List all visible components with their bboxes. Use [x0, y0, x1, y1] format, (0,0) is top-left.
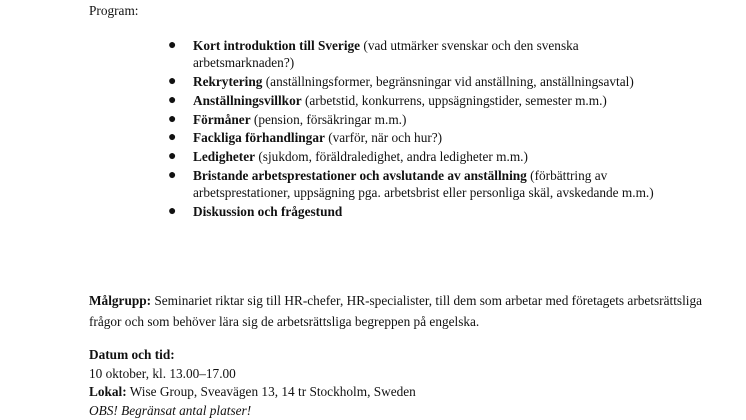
agenda-item-title: Förmåner [193, 111, 251, 127]
agenda-item [166, 167, 666, 201]
bullet-icon: ● [168, 203, 177, 219]
schedule-label: Datum och tid: [89, 347, 175, 362]
program-label: Program: [89, 3, 139, 18]
agenda-item [166, 73, 666, 90]
agenda-item-detail: (vad utmärker svenskar och den svenska arbetsmarknaden?) [193, 38, 579, 71]
target-audience-paragraph [89, 290, 709, 332]
agenda-item [166, 111, 666, 128]
bullet-icon: ● [168, 149, 177, 165]
agenda-item-detail: (varför, när och hur?) [324, 130, 443, 146]
event-details [89, 346, 709, 420]
agenda-item [166, 203, 666, 220]
agenda-item-title: Fackliga förhandlingar [193, 130, 325, 146]
agenda-item-title: Ledigheter [193, 149, 256, 165]
agenda-list [166, 37, 666, 222]
limited-seats-notice: OBS! Begränsat antal platser! [89, 402, 252, 418]
agenda-item-title: Bristande arbetsprestationer och avslutande av anställning [193, 167, 527, 183]
agenda-item-detail: (pension, försäkringar m.m.) [250, 111, 407, 127]
agenda-item-detail: (förbättring av arbetsprestationer, uppsägning pga. arbetsbrist eller personliga skäl, avskedande m.m.) [193, 167, 654, 201]
bullet-icon: ● [168, 167, 177, 183]
location-value: Wise Group, Sveavägen 13, 14 tr Stockholm, Sweden [126, 384, 416, 400]
bullet-icon: ● [168, 38, 177, 53]
bullet-icon: ● [168, 111, 177, 127]
agenda-item-detail: (anställningsformer, begränsningar vid anställning, anställningsavtal) [262, 74, 634, 89]
target-audience-label: Målgrupp: [89, 293, 152, 308]
bullet-icon: ● [168, 130, 177, 146]
agenda-item-title: Kort introduktion till Sverige [193, 38, 361, 53]
agenda-item-detail: (sjukdom, föräldraledighet, andra ledigheter m.m.) [255, 149, 528, 165]
target-audience-text: Seminariet riktar sig till HR-chefer, HR-specialister, till dem som arbetar med företagets arbetsrättsliga frågor och som behöver lära sig de arbetsrättsliga begreppen på engelska. [89, 293, 703, 329]
agenda-item-title: Rekrytering [193, 74, 263, 89]
location-label: Lokal: [89, 384, 127, 400]
agenda-item [166, 148, 666, 165]
bullet-icon: ● [168, 92, 177, 108]
agenda-item [166, 92, 666, 109]
bullet-icon: ● [168, 74, 177, 89]
schedule-value: 10 oktober, kl. 13.00–17.00 [89, 365, 236, 381]
agenda-item [166, 37, 666, 71]
agenda-item-detail: (arbetstid, konkurrens, uppsägningstider, semester m.m.) [301, 92, 607, 108]
agenda-item-title: Anställningsvillkor [193, 92, 302, 108]
agenda-item-title: Diskussion och frågestund [193, 203, 343, 219]
agenda-item [166, 129, 666, 146]
